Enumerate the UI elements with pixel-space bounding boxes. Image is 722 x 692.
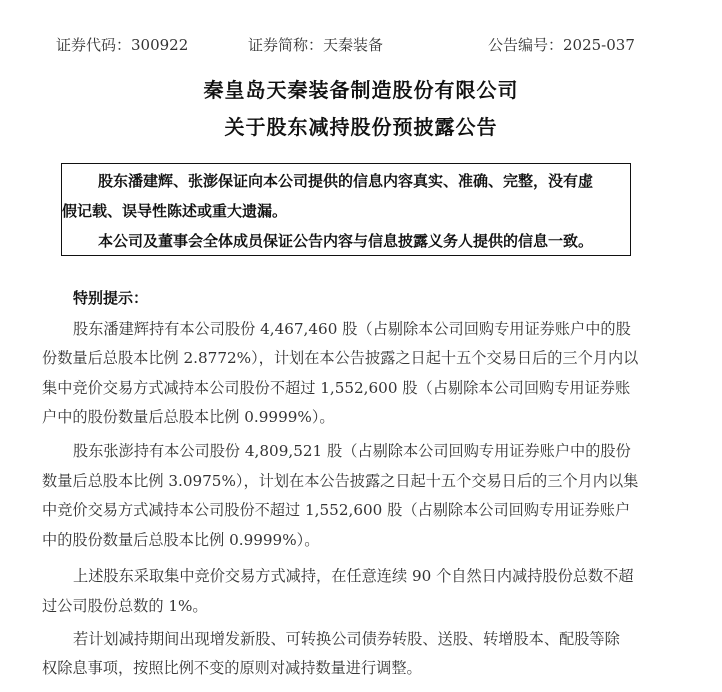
paragraph-line: 权除息事项，按照比例不变的原则对减持数量进行调整。 (42, 659, 422, 677)
paragraph-line: 股东张澎持有本公司股份 4,809,521 股（占剔除本公司回购专用证券账户中的股份 (73, 442, 631, 460)
document-header (0, 34, 722, 56)
paragraph-line: 集中竞价交易方式减持本公司股份不超过 1,552,600 股（占剔除本公司回购专用证券账 (42, 379, 631, 397)
paragraph-line: 份数量后总股本比例 2.8772%），计划在本公告披露之日起十五个交易日后的三个月内以 (42, 349, 639, 367)
paragraph-line: 若计划减持期间出现增发新股、可转换公司债券转股、送股、转增股本、配股等除 (73, 630, 620, 648)
paragraph-line: 股东潘建辉持有本公司股份 4,467,460 股（占剔除本公司回购专用证券账户中的股 (73, 320, 631, 338)
paragraph-line: 中竞价交易方式减持本公司股份不超过 1,552,600 股（占剔除本公司回购专用证券账户 (42, 501, 631, 519)
paragraph-line: 数量后总股本比例 3.0975%），计划在本公告披露之日起十五个交易日后的三个月内以集 (42, 472, 639, 490)
paragraph-line: 户中的股份数量后总股本比例 0.9999%）。 (42, 408, 335, 426)
disclaimer-box (61, 163, 631, 256)
company-title: 秦皇岛天秦装备制造股份有限公司 (203, 78, 519, 102)
disclaimer-line: 本公司及董事会全体成员保证公告内容与信息披露义务人提供的信息一致。 (98, 232, 594, 250)
paragraph-line: 过公司股份总数的 1%。 (42, 597, 208, 615)
announcement-number: 公告编号：2025-037 (488, 36, 635, 54)
disclaimer-line: 假记载、误导性陈述或重大遗漏。 (62, 202, 288, 220)
stock-code: 证券代码：300922 (56, 36, 189, 54)
stock-abbreviation: 证券简称：天秦装备 (248, 36, 384, 54)
paragraph-line: 中的股份数量后总股本比例 0.9999%）。 (42, 531, 320, 549)
paragraph-line: 上述股东采取集中竞价交易方式减持，在任意连续 90 个自然日内减持股份总数不超 (73, 567, 634, 585)
disclaimer-line: 股东潘建辉、张澎保证向本公司提供的信息内容真实、准确、完整，没有虚 (98, 172, 594, 190)
announcement-title: 关于股东减持股份预披露公告 (224, 115, 498, 139)
special-notice-heading: 特别提示： (73, 289, 149, 307)
